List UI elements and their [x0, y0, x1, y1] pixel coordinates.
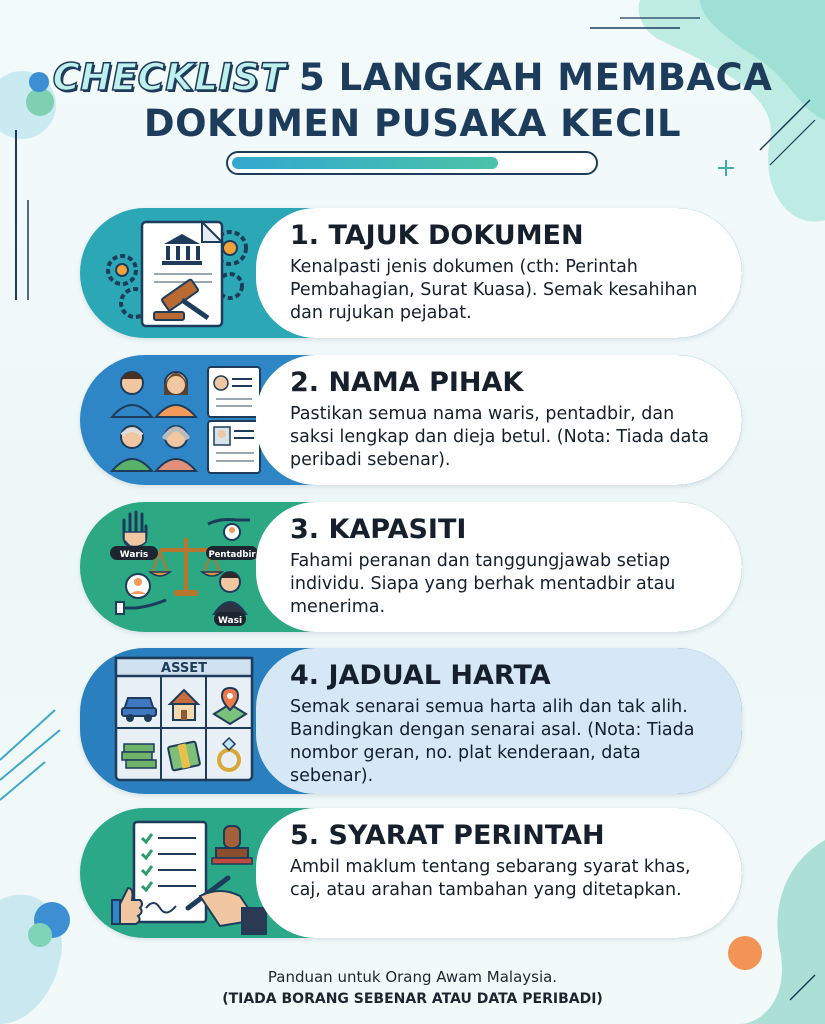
roles-scale-icon — [80, 502, 280, 632]
step-card-2 — [80, 355, 742, 485]
step-card-1 — [80, 208, 742, 338]
step-description: Ambil maklum tentang sebarang syarat khas, caj, atau arahan tambahan yang ditetapkan. — [290, 857, 691, 900]
step-title: 1. TAJUK DOKUMEN — [290, 220, 584, 251]
signing-checklist-icon — [80, 808, 280, 938]
step-title: 4. JADUAL HARTA — [290, 660, 551, 691]
step-title: 5. SYARAT PERINTAH — [290, 820, 605, 851]
step-description: Fahami peranan dan tanggungjawab setiap individu. Siapa yang berhak mentadbir atau menerima. — [290, 551, 676, 617]
title-line2: DOKUMEN PUSAKA KECIL — [143, 102, 682, 145]
footer-disclaimer: (TIADA BORANG SEBENAR ATAU DATA PERIBADI) — [222, 991, 603, 1007]
step-title: 2. NAMA PIHAK — [290, 367, 524, 398]
asset-grid-icon — [80, 648, 280, 794]
progress-bar — [226, 151, 598, 175]
step-description: Pastikan semua nama waris, pentadbir, dan saksi lengkap dan dieja betul. (Nota: Tiada data peribadi sebenar). — [290, 404, 709, 470]
court-document-gavel-icon — [80, 208, 280, 338]
step-card-5 — [80, 808, 742, 938]
step-card-3 — [80, 502, 742, 632]
step-description: Kenalpasti jenis dokumen (cth: Perintah Pembahagian, Surat Kuasa). Semak kesahihan dan rujukan pejabat. — [290, 257, 698, 323]
footer-note: Panduan untuk Orang Awam Malaysia. — [267, 968, 558, 986]
page-title — [0, 55, 825, 147]
title-line1: 5 LANGKAH MEMBACA — [298, 56, 773, 99]
step-description: Semak senarai semua harta alih dan tak alih. Bandingkan dengan senarai asal. (Nota: Tiada nombor geran, no. plat kenderaan, data sebenar). — [290, 697, 695, 786]
step-title: 3. KAPASITI — [290, 514, 467, 545]
title-accent: CHECKLIST — [52, 56, 286, 99]
people-id-cards-icon — [80, 355, 280, 485]
step-card-4 — [80, 648, 742, 794]
label-pentadbir: Pentadbir — [208, 550, 256, 560]
asset-header-label: ASSET — [161, 661, 207, 676]
label-wasi: Wasi — [217, 616, 243, 626]
label-waris: Waris — [119, 550, 149, 560]
progress-bar-fill — [232, 157, 498, 169]
